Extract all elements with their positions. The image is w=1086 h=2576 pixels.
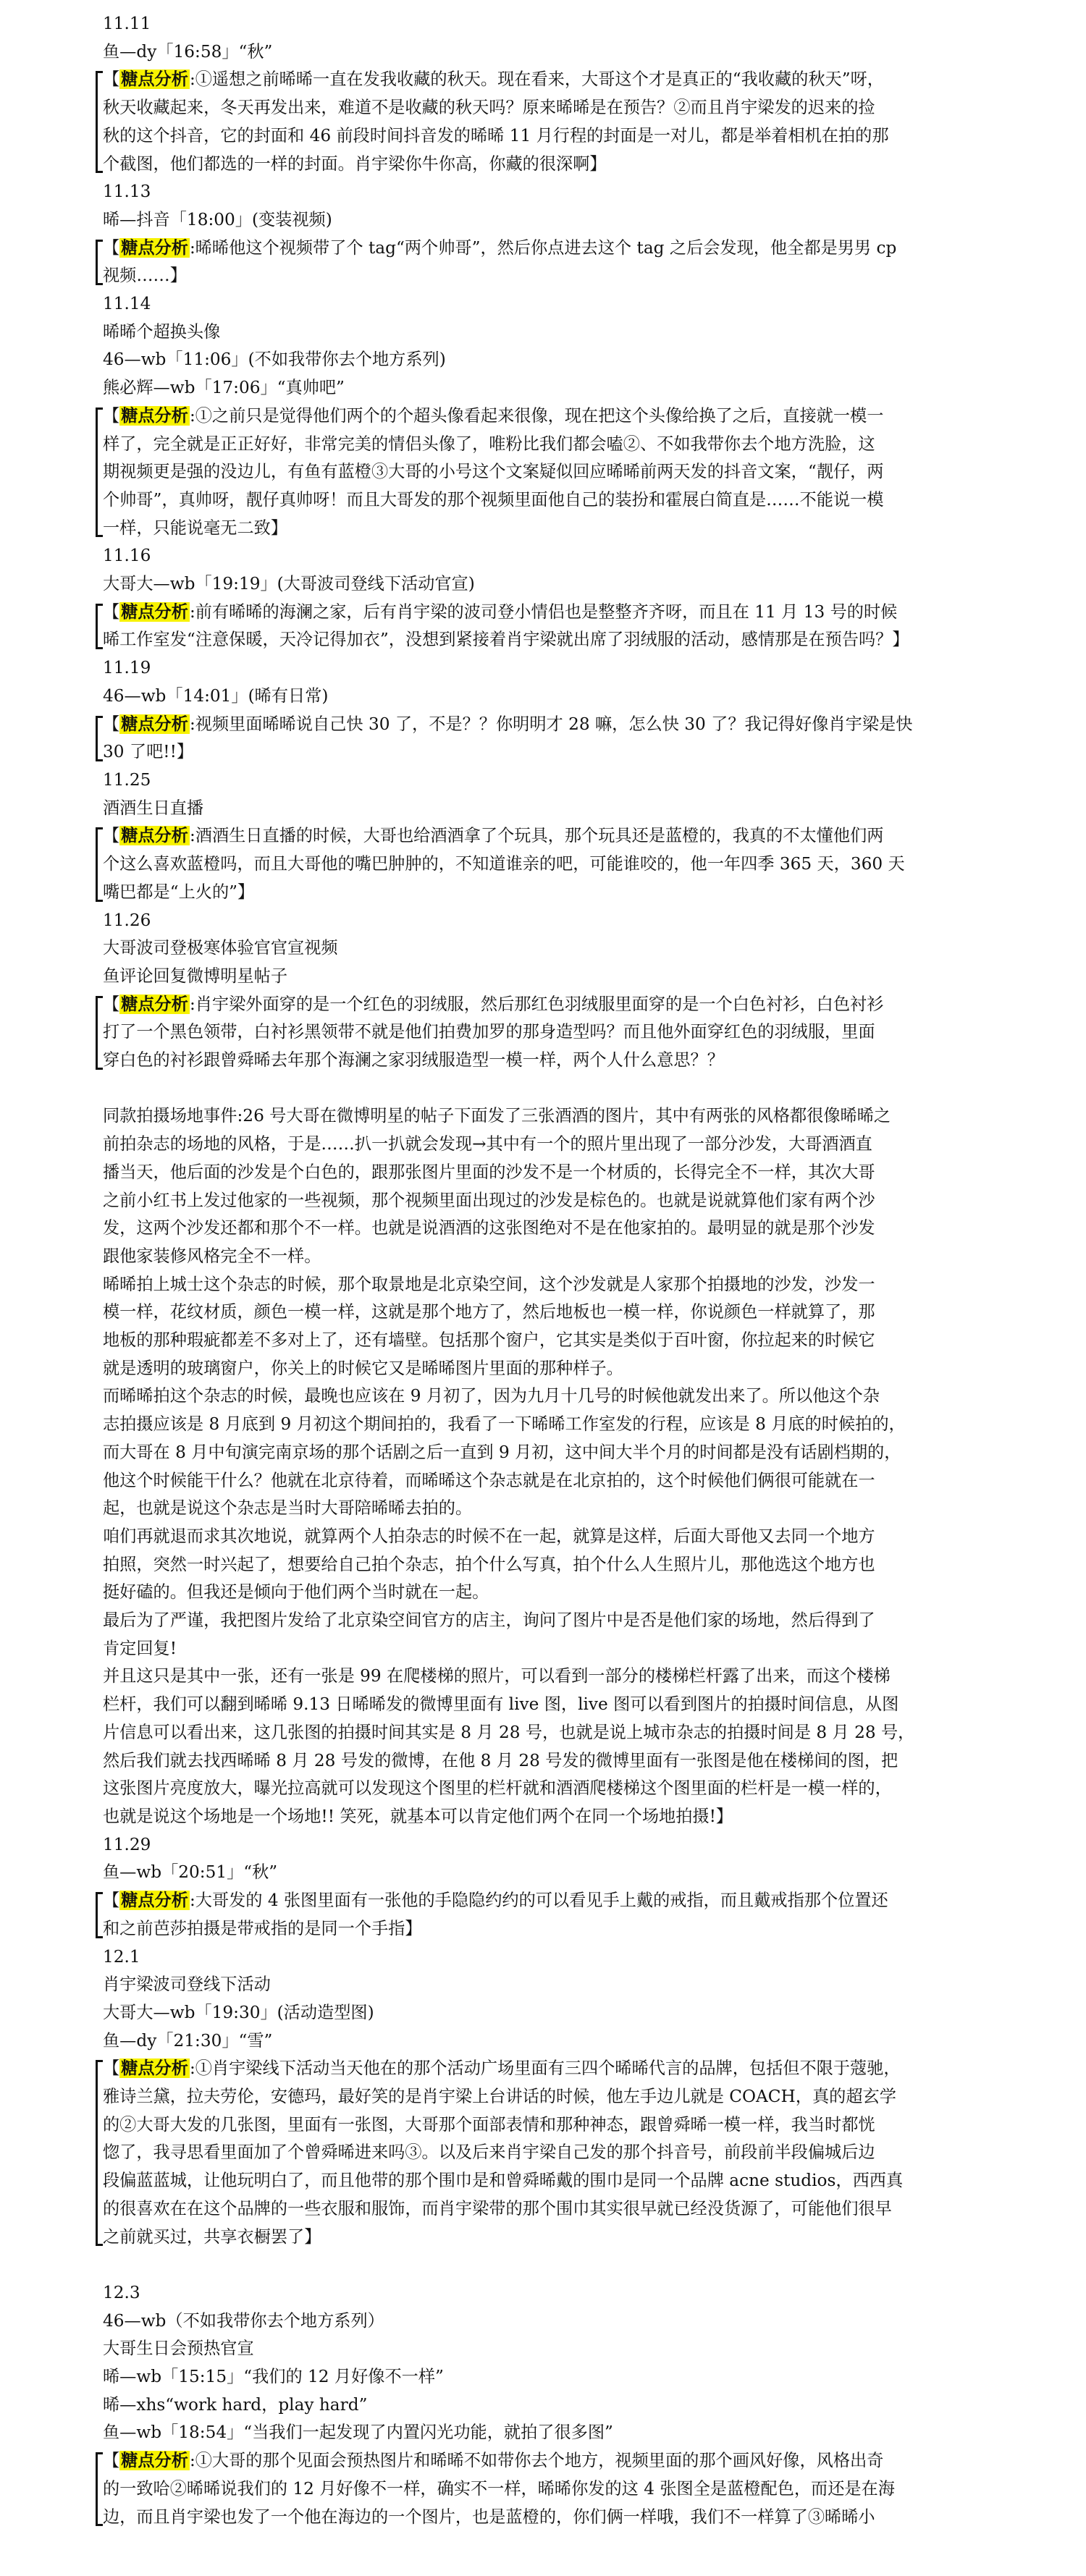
text-line: 11.11 [103, 14, 151, 33]
analysis-line: 一样，只能说毫无二致】 [103, 518, 288, 538]
text-line: 11.29 [103, 1834, 151, 1854]
highlight-tag: 糖点分析 [121, 237, 188, 258]
highlight-tag: 糖点分析 [121, 994, 188, 1014]
text-line: 鱼评论回复微博明星帖子 [103, 966, 288, 986]
analysis-line: 【糖点分析:①大哥的那个见面会预热图片和晞晞不如带你去个地方，视频里面的那个画风好像，风格出奇 [103, 2451, 884, 2471]
analysis-line: 之前就买过，共享衣橱罢了】 [103, 2226, 321, 2247]
analysis-line: 【糖点分析:①肖宇梁线下活动当天他在的那个活动广场里面有三四个晞晞代言的品牌，包括但不限于蔻驰， [103, 2058, 901, 2079]
analysis-block [97, 66, 986, 178]
text-line: 肖宇梁波司登线下活动 [103, 1975, 271, 1995]
entry-block [103, 767, 986, 822]
text-line: 鱼—dy「16:58」“秋” [103, 41, 273, 62]
text-line: 就是透明的玻璃窗户，你关上的时候它又是晞晞图片里面的那种样子。 [103, 1358, 623, 1378]
analysis-line: 视频……】 [103, 266, 187, 286]
analysis-line: 嘴巴都是“上火的”】 [103, 882, 255, 902]
highlight-tag: 糖点分析 [121, 1891, 188, 1911]
analysis-line: 30 了吧!!】 [103, 742, 194, 762]
text-line: 发，这两个沙发还都和那个不一样。也就是说酒酒的这张图绝对不是在他家拍的。最明显的就是那个沙发 [103, 1218, 875, 1238]
text-line: 然后我们就去找西晞晞 8 月 28 号发的微博，在他 8 月 28 号发的微博里面有一张图是他在楼梯间的图，把 [103, 1750, 898, 1770]
text-line: 46—wb「14:01」(晞有日常) [103, 685, 329, 706]
analysis-line: 个截图，他们都选的一样的封面。肖宇梁你牛你高，你藏的很深啊】 [103, 153, 607, 174]
analysis-line: 雅诗兰黛，拉夫劳伦，安德玛，最好笑的是肖宇梁上台讲话的时候，他左手边儿就是 COACH，真的超玄学 [103, 2087, 896, 2107]
analysis-line: 个帅哥”，真帅呀，靓仔真帅呀！而且大哥发的那个视频里面他自己的装扮和霍展白简直是……不能说一模 [103, 489, 884, 510]
entry-block [103, 1943, 986, 2056]
text-line: 并且这只是其中一张，还有一张是 99 在爬楼梯的照片，可以看到一部分的楼梯栏杆露了出来，而这个楼梯 [103, 1666, 891, 1686]
text-line: 晞—wb「15:15」“我们的 12 月好像不一样” [103, 2367, 444, 2387]
text-line: 咱们再就退而求其次地说，就算两个人拍杂志的时候不在一起，就算是这样，后面大哥他又去同一个地方 [103, 1526, 875, 1546]
analysis-line: 秋的这个抖音，它的封面和 46 前段时间抖音发的晞晞 11 月行程的封面是一对儿，都是举着相机在拍的那 [103, 125, 889, 145]
analysis-line: 【糖点分析:视频里面晞晞说自己快 30 了，不是？？你明明才 28 嘛，怎么快 30 了？我记得好像肖宇梁是快 [103, 714, 913, 734]
analysis-line: 【糖点分析:酒酒生日直播的时候，大哥也给酒酒拿了个玩具，那个玩具还是蓝橙的，我真的不太懂他们两 [103, 826, 884, 846]
text-line: 挺好磕的。但我还是倾向于他们两个当时就在一起。 [103, 1582, 489, 1602]
analysis-line: 【糖点分析:①之前只是觉得他们两个的个超头像看起来很像，现在把这个头像给换了之后，直接就一模一 [103, 405, 884, 426]
analysis-line: 的②大哥大发的几张图，里面有一张图，大哥那个面部表情和那种神态，跟曾舜晞一模一样，我当时都恍 [103, 2114, 875, 2134]
text-line: 11.26 [103, 910, 151, 930]
text-line: 之前小红书上发过他家的一些视频，那个视频里面出现过的沙发是棕色的。也就是说就算他们家有两个沙 [103, 1190, 875, 1210]
analysis-line: 打了一个黑色领带，白衬衫黑领带不就是他们拍费加罗的那身造型吗？而且他外面穿红色的羽绒服，里面 [103, 1022, 875, 1042]
text-line: 栏杆，我们可以翻到晞晞 9.13 日晞晞发的微博里面有 live 图，live 图可以看到图片的拍摄时间信息，从图 [103, 1694, 899, 1715]
highlight-tag: 糖点分析 [121, 69, 188, 90]
analysis-line: 边，而且肖宇梁也发了一个他在海边的一个图片，也是蓝橙的，你们俩一样哦，我们不一样算了③晞晞小 [103, 2507, 875, 2527]
blank-line [103, 1075, 986, 1103]
text-line: 12.3 [103, 2282, 140, 2302]
analysis-block [97, 599, 986, 654]
text-line: 跟他家装修风格完全不一样。 [103, 1246, 321, 1266]
text-line: 大哥生日会预热官宣 [103, 2339, 254, 2359]
analysis-line: 惚了，我寻思看里面加了个曾舜晞进来吗③。以及后来肖宇梁自己发的那个抖音号，前段前半段偏城后边 [103, 2142, 875, 2163]
analysis-line: 【糖点分析:前有晞晞的海澜之家，后有肖宇梁的波司登小情侣也是整整齐齐呀，而且在 11 月 13 号的时候 [103, 601, 898, 622]
entry-block [103, 1271, 986, 1831]
blank-line [103, 2251, 986, 2279]
analysis-block [97, 1887, 986, 1943]
text-line: 11.14 [103, 294, 151, 314]
analysis-line: 个这么喜欢蓝橙吗，而且大哥他的嘴巴肿肿的，不知道谁亲的吧，可能谁咬的，他一年四季 365 天，360 天 [103, 854, 905, 874]
analysis-line: 【糖点分析:晞晞他这个视频带了个 tag“两个帅哥”，然后你点进去这个 tag 之后会发现，他全都是男男 cp [103, 237, 897, 258]
text-line: 鱼—dy「21:30」“雪” [103, 2030, 273, 2051]
analysis-block [97, 991, 986, 1075]
analysis-block [97, 822, 986, 906]
analysis-block [97, 711, 986, 767]
text-line: 鱼—wb「20:51」“秋” [103, 1862, 278, 1883]
text-line: 播当天，他后面的沙发是个白色的，跟那张图片里面的沙发不是一个材质的，长得完全不一样，其次大哥 [103, 1162, 875, 1182]
analysis-line: 【糖点分析:肖宇梁外面穿的是一个红色的羽绒服，然后那红色羽绒服里面穿的是一个白色衬衫，白色衬衫 [103, 994, 884, 1014]
text-line: 46—wb（不如我带你去个地方系列） [103, 2310, 384, 2331]
text-line: 也就是说这个场地是一个场地!! 笑死，就基本可以肯定他们两个在同一个场地拍摄!】 [103, 1806, 733, 1826]
text-line: 模一样，花纹材质，颜色一模一样，这就是那个地方了，然后地板也一模一样，你说颜色一样就算了，那 [103, 1302, 875, 1322]
entry-block [103, 290, 986, 402]
analysis-line: 样了，完全就是正正好好，非常完美的情侣头像了，唯粉比我们都会嗑②、不如我带你去个地方洗脸，这 [103, 434, 875, 454]
text-line: 前拍杂志的场地的风格，于是……扒一扒就会发现→其中有一个的照片里出现了一部分沙发，大哥酒酒直 [103, 1134, 872, 1154]
entry-block [103, 10, 986, 66]
text-line: 而晞晞拍这个杂志的时候，最晚也应该在 9 月初了，因为九月十几号的时候他就发出来了。所以他这个杂 [103, 1386, 880, 1406]
entry-block [103, 1102, 986, 1270]
text-line: 地板的那种瑕疵都差不多对上了，还有墙壁。包括那个窗户，它其实是类似于百叶窗，你拉起来的时候它 [103, 1330, 875, 1351]
highlight-tag: 糖点分析 [121, 2451, 188, 2471]
text-line: 11.19 [103, 658, 151, 678]
analysis-block [97, 2055, 986, 2251]
text-line: 鱼—wb「18:54」“当我们一起发现了内置闪光功能，就拍了很多图” [103, 2423, 613, 2443]
text-line: 他这个时候能干什么？他就在北京待着，而晞晞这个杂志就是在北京拍的，这个时候他们俩很可能就在一 [103, 1470, 875, 1490]
text-line: 12.1 [103, 1946, 140, 1967]
analysis-block [97, 235, 986, 290]
text-line: 片信息可以看出来，这几张图的拍摄时间其实是 8 月 28 号，也就是说上城市杂志的拍摄时间是 8 月 28 号， [103, 1722, 915, 1742]
analysis-line: 和之前芭莎拍摄是带戒指的是同一个手指】 [103, 1918, 422, 1938]
text-line: 大哥大—wb「19:30」(活动造型图) [103, 2002, 374, 2022]
highlight-tag: 糖点分析 [121, 2058, 188, 2079]
analysis-line: 段偏蓝蓝城，让他玩明白了，而且他带的那个围巾是和曾舜晞戴的围巾是同一个品牌 acne studios，西西真 [103, 2171, 904, 2191]
text-line: 11.13 [103, 182, 151, 202]
text-line: 这张图片亮度放大，曝光拉高就可以发现这个图里的栏杆就和酒酒爬楼梯这个图里面的栏杆是一模一样的， [103, 1778, 892, 1799]
analysis-line: 穿白色的衬衫跟曾舜晞去年那个海澜之家羽绒服造型一模一样，两个人什么意思？？ [103, 1050, 724, 1070]
analysis-line: 秋天收藏起来，冬天再发出来，难道不是收藏的秋天吗？原来晞晞是在预告？②而且肖宇梁发的迟来的捡 [103, 98, 875, 118]
analysis-line: 的一致哈②晞晞说我们的 12 月好像不一样，确实不一样，晞晞你发的这 4 张图全是蓝橙配色，而还是在海 [103, 2478, 895, 2499]
text-line: 志拍摄应该是 8 月底到 9 月初这个期间拍的，我看了一下晞晞工作室发的行程，应该是 8 月底的时候拍的， [103, 1414, 906, 1435]
text-line: 46—wb「11:06」(不如我带你去个地方系列) [103, 350, 446, 370]
entry-block [103, 1831, 986, 1887]
text-line: 晞—xhs“work hard，play hard” [103, 2394, 368, 2415]
text-line: 晞晞个超换头像 [103, 321, 221, 342]
text-line: 11.16 [103, 546, 151, 566]
text-line: 同款拍摄场地事件:26 号大哥在微博明星的帖子下面发了三张酒酒的图片，其中有两张的风格都很像晞晞之 [103, 1106, 891, 1126]
entry-block [103, 907, 986, 991]
text-line: 起，也就是说这个杂志是当时大哥陪晞晞去拍的。 [103, 1498, 473, 1519]
text-line: 熊必辉—wb「17:06」“真帅吧” [103, 378, 345, 398]
text-line: 而大哥在 8 月中旬演完南京场的那个话剧之后一直到 9 月初，这中间大半个月的时间都是没有话剧档期的， [103, 1442, 901, 1462]
highlight-tag: 糖点分析 [121, 601, 188, 622]
highlight-tag: 糖点分析 [121, 826, 188, 846]
analysis-line: 【糖点分析:大哥发的 4 张图里面有一张他的手隐隐约约的可以看见手上戴的戒指，而且戴戒指那个位置还 [103, 1891, 888, 1911]
analysis-line: 的很喜欢在在这个品牌的一些衣服和服饰，而肖宇梁带的那个围巾其实很早就已经没货源了，可能他们很早 [103, 2198, 892, 2218]
analysis-line: 期视频更是强的没边儿，有鱼有蓝橙③大哥的小号这个文案疑似回应晞晞前两天发的抖音文案，“靓仔，两 [103, 462, 884, 482]
analysis-line: 【糖点分析:①遥想之前晞晞一直在发我收藏的秋天。现在看来，大哥这个才是真正的“我收藏的秋天”呀， [103, 69, 884, 90]
analysis-line: 晞工作室发“注意保暖，天冷记得加衣”，没想到紧接着肖宇梁就出席了羽绒服的活动，感情那是在预告吗？】 [103, 630, 909, 650]
text-line: 肯定回复! [103, 1638, 177, 1658]
text-line: 大哥大—wb「19:19」(大哥波司登线下活动官宣) [103, 574, 475, 594]
text-line: 拍照，突然一时兴起了，想要给自己拍个杂志，拍个什么写真，拍个什么人生照片儿，那他选这个地方也 [103, 1554, 875, 1574]
analysis-block [97, 2447, 986, 2531]
highlight-tag: 糖点分析 [121, 714, 188, 734]
text-line: 晞—抖音「18:00」(变装视频) [103, 209, 332, 229]
highlight-tag: 糖点分析 [121, 405, 188, 426]
text-line: 酒酒生日直播 [103, 798, 204, 818]
text-line: 最后为了严谨，我把图片发给了北京染空间官方的店主，询问了图片中是否是他们家的场地，然后得到了 [103, 1610, 875, 1631]
entry-block [103, 542, 986, 598]
entry-block [103, 178, 986, 234]
text-line: 11.25 [103, 769, 151, 790]
entry-block [103, 654, 986, 710]
text-line: 晞晞拍上城士这个杂志的时候，那个取景地是北京染空间，这个沙发就是人家那个拍摄地的沙发，沙发一 [103, 1274, 875, 1294]
analysis-block [97, 402, 986, 543]
entry-block [103, 2279, 986, 2447]
text-line: 大哥波司登极寒体验官官宣视频 [103, 938, 338, 958]
